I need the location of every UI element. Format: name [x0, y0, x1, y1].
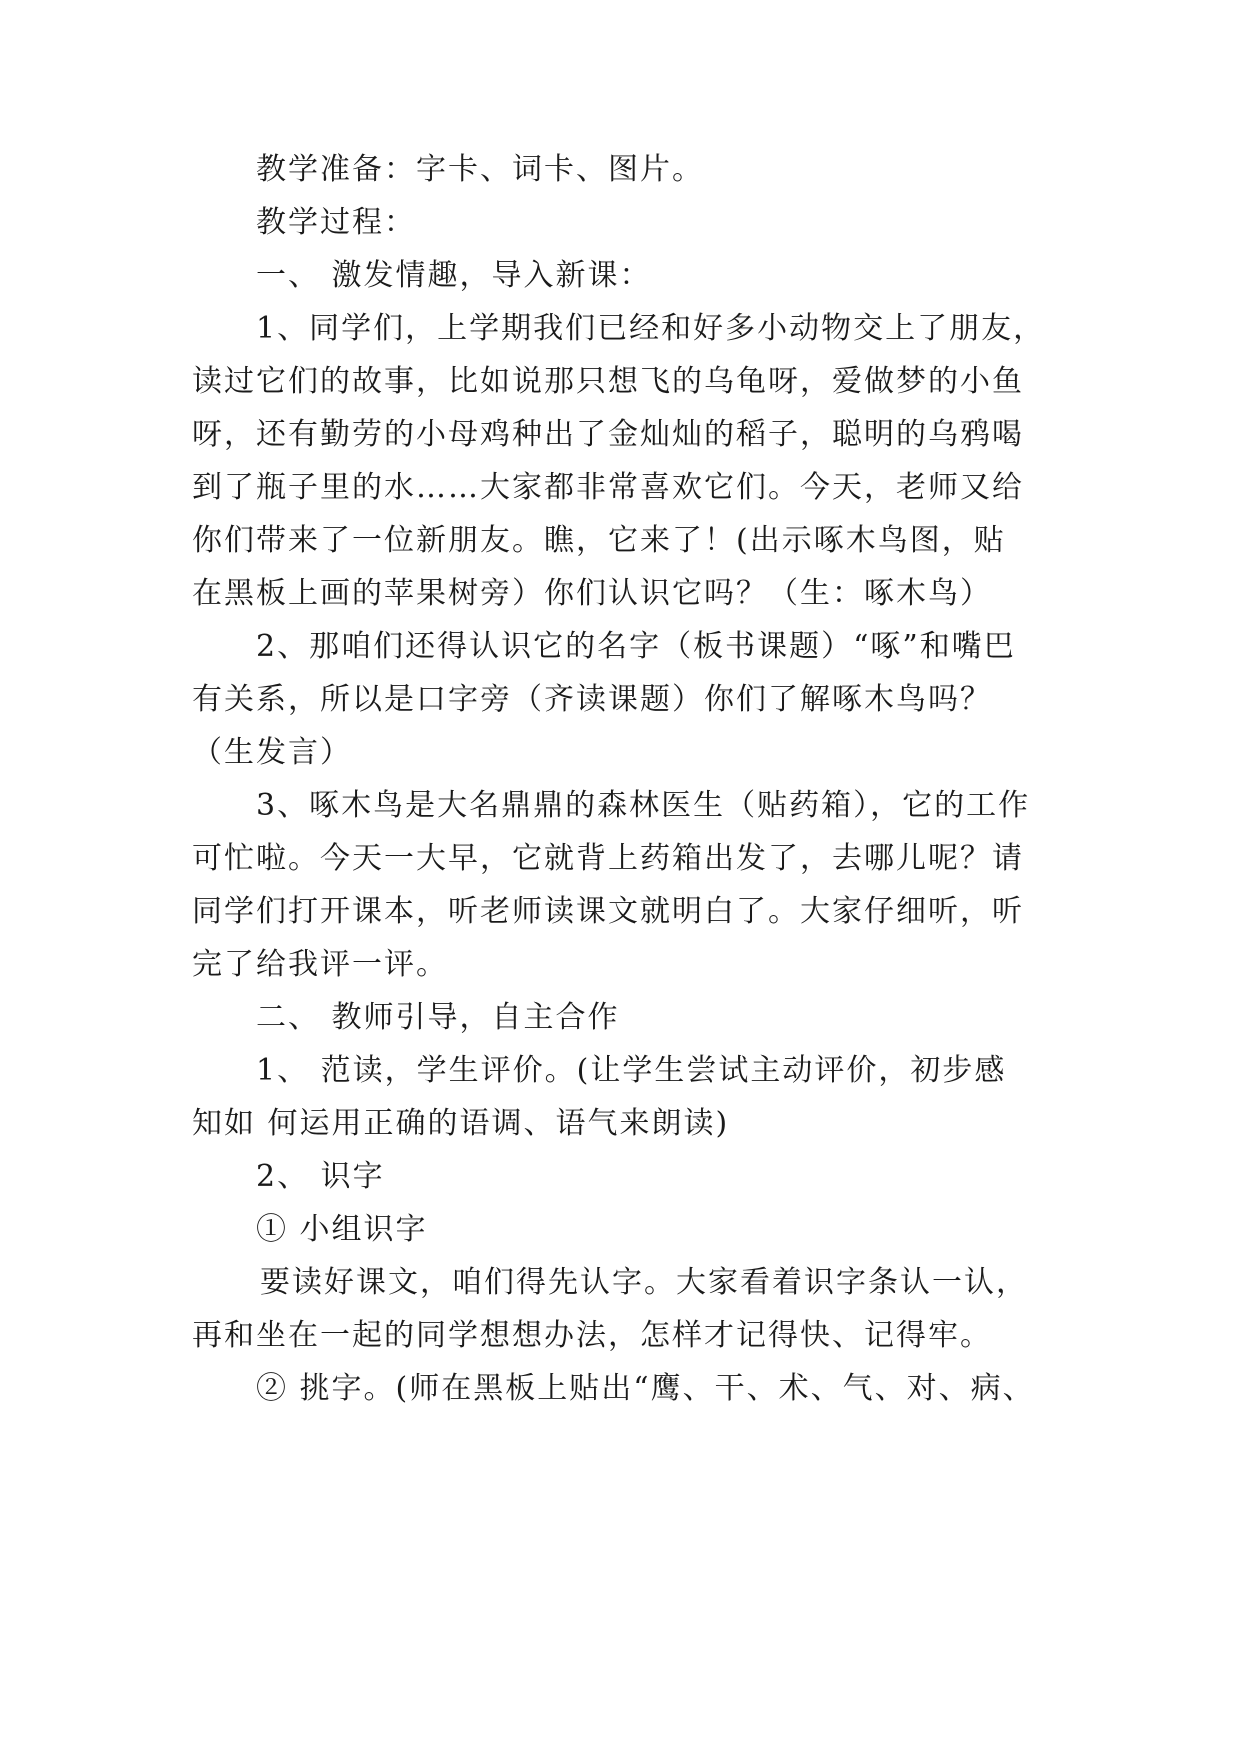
text-line: 3、啄木鸟是大名鼎鼎的森林医生（贴药箱），它的工作	[256, 788, 1031, 823]
text-line: 同学们打开课本，听老师读课文就明白了。大家仔细听，听	[192, 894, 1024, 929]
text-line: 1、同学们，上学期我们已经和好多小动物交上了朋友，	[256, 311, 1046, 346]
text-line: 在黑板上画的苹果树旁）你们认识它吗？（生：啄木鸟）	[192, 576, 992, 611]
text-line: 读过它们的故事，比如说那只想飞的乌龟呀，爱做梦的小鱼	[192, 364, 1024, 399]
text-line: 2、 识字	[256, 1159, 385, 1194]
text-line: ② 挑字。(师在黑板上贴出“鹰、干、术、气、对、病、	[256, 1371, 1035, 1406]
text-line: 教学准备：字卡、词卡、图片。	[256, 152, 704, 187]
text-line: ① 小组识字	[256, 1212, 428, 1247]
text-line: 到了瓶子里的水……大家都非常喜欢它们。今天，老师又给	[192, 470, 1024, 505]
text-line: 1、 范读，学生评价。(让学生尝试主动评价，初步感	[256, 1053, 1007, 1088]
text-line: 有关系，所以是口字旁（齐读课题）你们了解啄木鸟吗？	[192, 682, 992, 717]
text-line: 可忙啦。今天一大早，它就背上药箱出发了，去哪儿呢？请	[192, 841, 1024, 876]
text-line: 你们带来了一位新朋友。瞧，它来了！(出示啄木鸟图，贴	[192, 523, 1006, 558]
text-line: 要读好课文，咱们得先认字。大家看着识字条认一认，	[260, 1265, 1028, 1300]
text-line: 2、那咱们还得认识它的名字（板书课题）“啄”和嘴巴	[256, 629, 1016, 664]
text-line: 知如 何运用正确的语调、语气来朗读)	[192, 1106, 730, 1141]
text-line: 呀，还有勤劳的小母鸡种出了金灿灿的稻子，聪明的乌鸦喝	[192, 417, 1024, 452]
text-line: 完了给我评一评。	[192, 947, 448, 982]
section-heading: 一、 激发情趣，导入新课：	[256, 258, 652, 293]
text-line: 再和坐在一起的同学想想办法，怎样才记得快、记得牢。	[192, 1318, 992, 1353]
section-heading: 二、 教师引导，自主合作	[256, 1000, 620, 1035]
text-line: 教学过程：	[256, 205, 416, 240]
text-line: （生发言）	[192, 735, 352, 770]
